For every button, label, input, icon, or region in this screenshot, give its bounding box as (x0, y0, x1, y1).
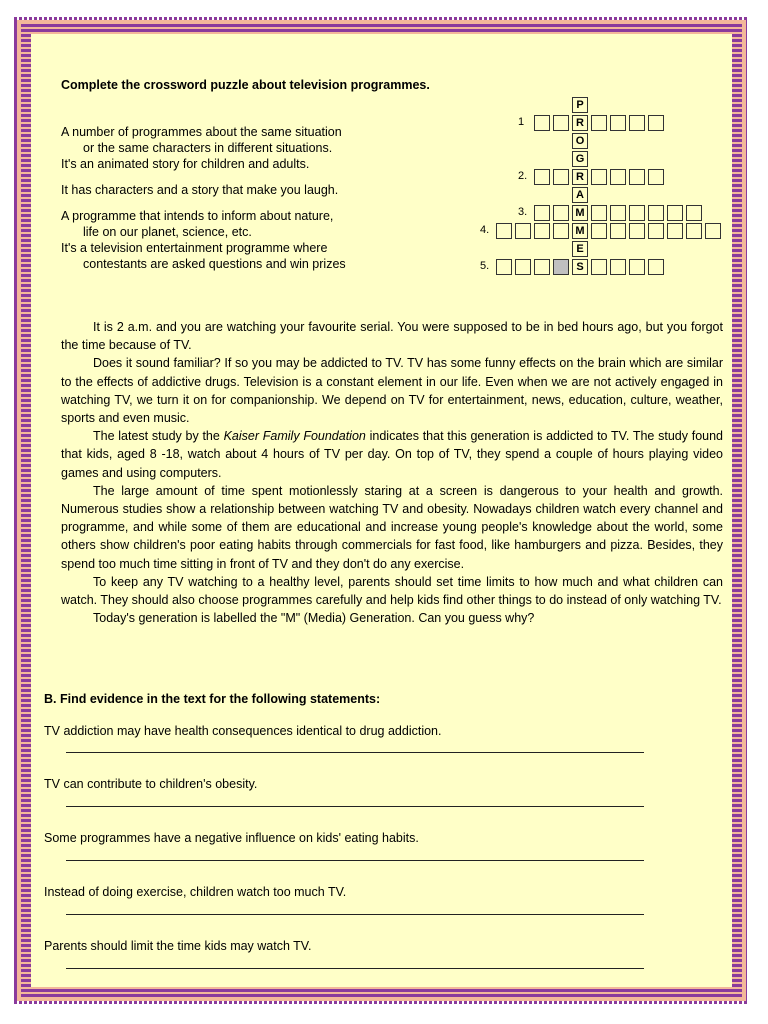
statement-4: Instead of doing exercise, children watch too much TV. (44, 885, 347, 899)
crossword-number-5: 5. (480, 260, 490, 272)
crossword-letter-9: E (572, 241, 588, 257)
clue-4-line-2: life on our planet, science, etc. (83, 225, 252, 239)
p3-foundation-name: Kaiser Family Foundation (223, 429, 366, 444)
crossword-letter-10: S (572, 259, 588, 275)
crossword-cell[interactable] (553, 259, 569, 275)
crossword-letter-3: O (572, 133, 588, 149)
clue-1-line-1: A number of programmes about the same situation (61, 125, 342, 139)
crossword-cell[interactable] (515, 223, 531, 239)
crossword-cell[interactable] (610, 115, 626, 131)
clue-5-line-2: contestants are asked questions and win prizes (83, 257, 346, 271)
crossword-cell[interactable] (534, 169, 550, 185)
clue-2: It's an animated story for children and adults. (61, 157, 310, 171)
crossword-number-2: 2. (518, 170, 528, 182)
crossword-cell[interactable] (629, 205, 645, 221)
crossword-cell[interactable] (667, 223, 683, 239)
crossword-letter-5: R (572, 169, 588, 185)
crossword-cell[interactable] (629, 223, 645, 239)
crossword-number-4: 4. (480, 224, 490, 236)
clue-3: It has characters and a story that make you laugh. (61, 183, 339, 197)
crossword-cell[interactable] (591, 205, 607, 221)
crossword-cell[interactable] (553, 115, 569, 131)
crossword-letter-1: P (572, 97, 588, 113)
statement-1: TV addiction may have health consequences identical to drug addiction. (44, 724, 442, 738)
clue-1 (61, 124, 342, 156)
crossword-cell[interactable] (648, 169, 664, 185)
p3-text-b: indicates that this generation is addicted to TV. The study found that kids, aged 8 -18, watch about 4 hours of TV per day. On top of TV, they spend a couple of hours playing video games and using computers. (61, 429, 724, 480)
crossword-letter-2: R (572, 115, 588, 131)
crossword-cell[interactable] (496, 223, 512, 239)
crossword-cell[interactable] (667, 205, 683, 221)
crossword-cell[interactable] (553, 205, 569, 221)
crossword-cell[interactable] (553, 169, 569, 185)
reading-passage (61, 318, 723, 627)
crossword-cell[interactable] (610, 223, 626, 239)
crossword-cell[interactable] (610, 169, 626, 185)
crossword-number-3: 3. (518, 206, 528, 218)
answer-line-1[interactable] (66, 752, 644, 753)
statement-3: Some programmes have a negative influence on kids' eating habits. (44, 831, 419, 845)
crossword-cell[interactable] (629, 115, 645, 131)
crossword-instruction: Complete the crossword puzzle about television programmes. (61, 78, 430, 92)
p3-text-a: The latest study by the (93, 429, 224, 444)
crossword-letter-8: M (572, 223, 588, 239)
clue-4-line-1: A programme that intends to inform about nature, (61, 209, 334, 223)
crossword-cell[interactable] (515, 259, 531, 275)
clue-5-line-1: It's a television entertainment programme where (61, 241, 328, 255)
crossword-cell[interactable] (591, 115, 607, 131)
crossword-cell[interactable] (686, 205, 702, 221)
crossword-cell[interactable] (534, 223, 550, 239)
crossword-letter-7: M (572, 205, 588, 221)
passage-paragraph-4: The large amount of time spent motionlessly staring at a screen is dangerous to your health and growth. Numerous studies show a relationship between watching TV and obesity. Nowadays children watch every channel and programme, and while some of them are educational and increase young people's knowledge about the world, some others show children's poor eating habits through commercials for fast food, like hamburgers and pizza. Besides, they spend too much time sitting in front of TV and they don't do any exercise. (61, 483, 723, 571)
answer-line-2[interactable] (66, 806, 644, 807)
crossword-cell[interactable] (686, 223, 702, 239)
crossword-cell[interactable] (553, 223, 569, 239)
clue-1-line-2: or the same characters in different situations. (83, 141, 333, 155)
crossword-cell[interactable] (648, 115, 664, 131)
crossword-cell[interactable] (610, 205, 626, 221)
crossword-cell[interactable] (648, 259, 664, 275)
crossword-cell[interactable] (610, 259, 626, 275)
passage-paragraph-1: It is 2 a.m. and you are watching your favourite serial. You were supposed to be in bed hours ago, but you forgot the time because of TV. (61, 320, 723, 353)
passage-paragraph-5: To keep any TV watching to a healthy level, parents should set time limits to how much and what children can watch. They should also choose programmes carefully and help kids find other things to do instead of only watching TV. (61, 574, 723, 608)
statement-2: TV can contribute to children's obesity. (44, 777, 258, 791)
crossword-cell[interactable] (648, 223, 664, 239)
answer-line-4[interactable] (66, 914, 644, 915)
passage-paragraph-3 (61, 427, 723, 482)
crossword-number-1: 1 (518, 116, 525, 128)
crossword-cell[interactable] (496, 259, 512, 275)
section-b-heading: B. Find evidence in the text for the following statements: (44, 692, 381, 706)
crossword-cell[interactable] (591, 169, 607, 185)
crossword-cell[interactable] (591, 259, 607, 275)
answer-line-3[interactable] (66, 860, 644, 861)
crossword-cell[interactable] (705, 223, 721, 239)
crossword-letter-6: A (572, 187, 588, 203)
passage-paragraph-2: Does it sound familiar? If so you may be addicted to TV. TV has some funny effects on the brain which are similar to the effects of addictive drugs. Television is a constant element in our life. Even when we are not actively engaged in watching TV, we turn it on for companionship. We depend on TV for entertainment, news, education, culture, weather, sports and even music. (61, 356, 723, 426)
crossword-cell[interactable] (629, 259, 645, 275)
answer-line-5[interactable] (66, 968, 644, 969)
clue-4 (61, 208, 333, 240)
crossword-cell[interactable] (534, 115, 550, 131)
crossword-cell[interactable] (534, 259, 550, 275)
statement-5: Parents should limit the time kids may watch TV. (44, 939, 312, 953)
crossword-cell[interactable] (534, 205, 550, 221)
crossword-cell[interactable] (591, 223, 607, 239)
clue-5 (61, 240, 346, 272)
crossword-cell[interactable] (648, 205, 664, 221)
crossword-letter-4: G (572, 151, 588, 167)
passage-paragraph-6: Today's generation is labelled the "M" (Media) Generation. Can you guess why? (93, 611, 535, 626)
crossword-cell[interactable] (629, 169, 645, 185)
